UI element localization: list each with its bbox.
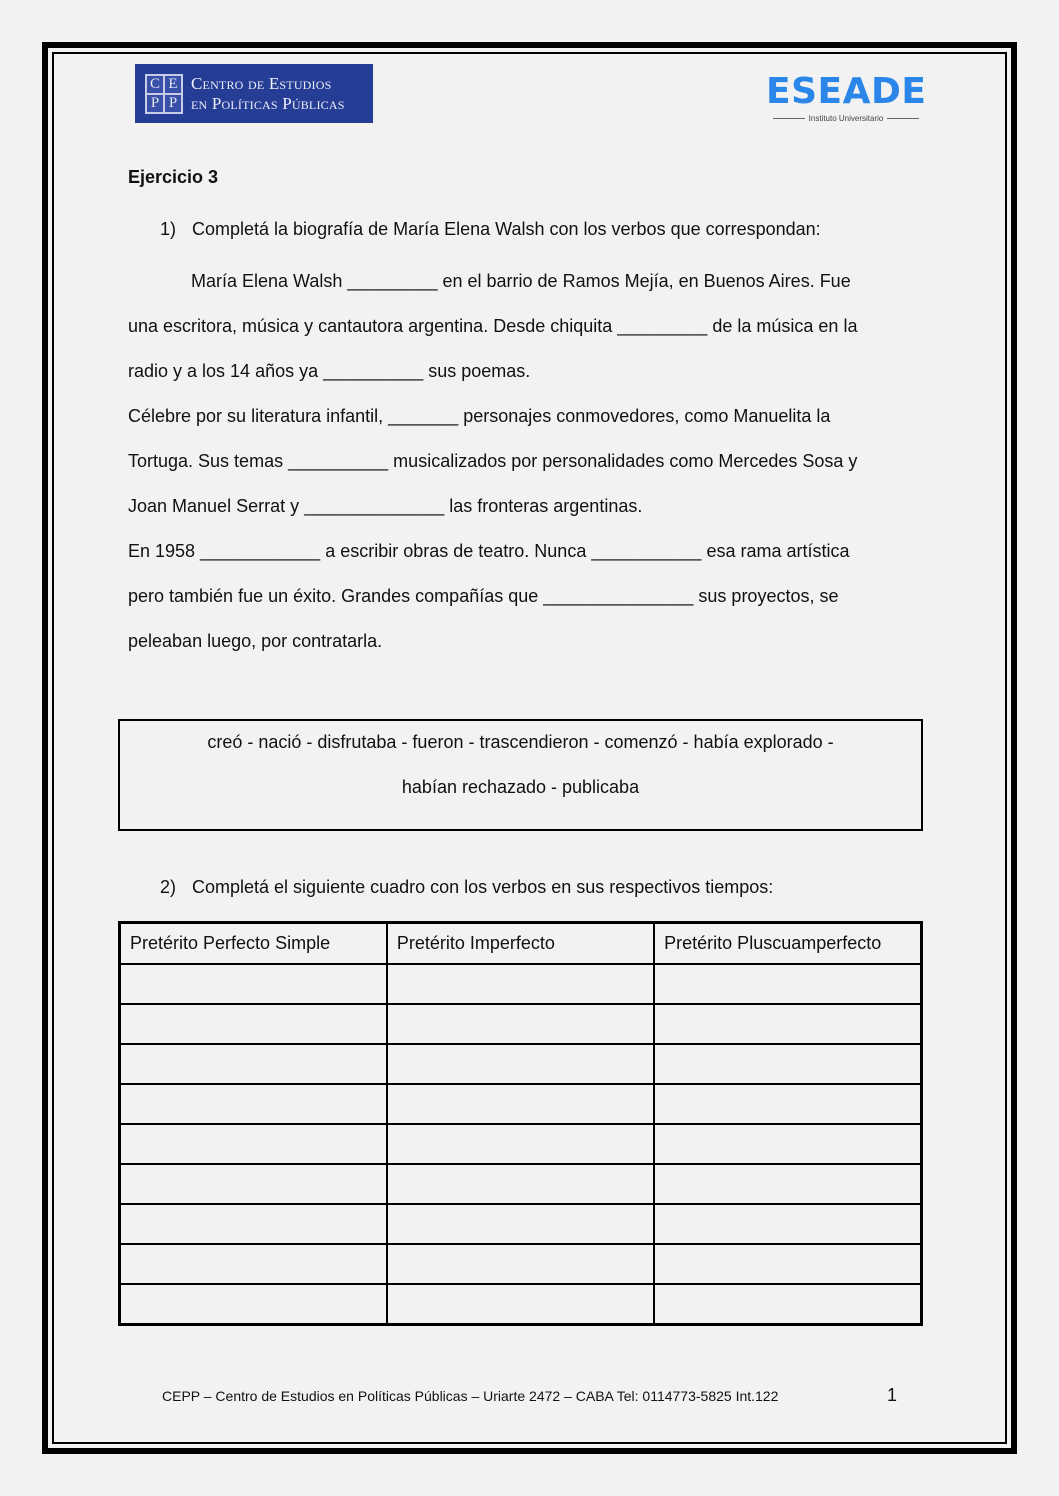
cepp-letter: C <box>146 75 164 94</box>
table-cell[interactable] <box>387 1244 654 1284</box>
paragraph-line: Tortuga. Sus temas __________ musicalizados por personalidades como Mercedes Sosa y <box>128 451 858 471</box>
cepp-letter: P <box>146 94 164 113</box>
cepp-logo-line1: Centro de Estudios <box>191 73 332 93</box>
paragraph-line: pero también fue un éxito. Grandes compañías que _______________ sus proyectos, se <box>128 586 839 606</box>
eseade-subtitle: Instituto Universitario <box>808 114 884 123</box>
table-cell[interactable] <box>120 1044 387 1084</box>
question-number: 2) <box>160 877 177 897</box>
cepp-letter: P <box>164 94 182 113</box>
column-header: Pretérito Pluscuamperfecto <box>654 923 921 965</box>
table-cell[interactable] <box>387 1044 654 1084</box>
table-cell[interactable] <box>654 1284 921 1325</box>
question-1 <box>160 219 821 240</box>
paragraph-line: Célebre por su literatura infantil, _______ personajes conmovedores, como Manuelita la <box>128 406 831 426</box>
cepp-letter: E <box>164 75 182 94</box>
table-cell[interactable] <box>654 1164 921 1204</box>
table-row <box>120 964 922 1004</box>
table-cell[interactable] <box>387 964 654 1004</box>
table-cell[interactable] <box>387 1164 654 1204</box>
verb-bank-line: creó - nació - disfrutaba - fueron - trascendieron - comenzó - había explorado - <box>207 732 834 752</box>
verb-bank-line: habían rechazado - publicaba <box>401 777 640 797</box>
table-cell[interactable] <box>120 1164 387 1204</box>
table-cell[interactable] <box>120 964 387 1004</box>
table-cell[interactable] <box>654 1124 921 1164</box>
question-2 <box>160 877 773 898</box>
verb-bank-box <box>118 719 923 831</box>
cepp-logo-text <box>191 74 345 114</box>
question-prompt: Completá el siguiente cuadro con los verbos en sus respectivos tiempos: <box>192 877 774 897</box>
paragraph-line: una escritora, música y cantautora argentina. Desde chiquita _________ de la música en la <box>128 316 858 336</box>
table-cell[interactable] <box>120 1124 387 1164</box>
paragraph-line: Joan Manuel Serrat y ______________ las fronteras argentinas. <box>128 496 643 516</box>
table-cell[interactable] <box>120 1244 387 1284</box>
cepp-logo-line2: en Políticas Públicas <box>191 93 345 113</box>
paragraph-line: En 1958 ____________ a escribir obras de teatro. Nunca ___________ esa rama artística <box>128 541 850 561</box>
table-cell[interactable] <box>654 1204 921 1244</box>
table-cell[interactable] <box>654 1084 921 1124</box>
table-cell[interactable] <box>120 1004 387 1044</box>
table-row <box>120 1244 922 1284</box>
table-cell[interactable] <box>387 1004 654 1044</box>
paragraph-line: María Elena Walsh _________ en el barrio de Ramos Mejía, en Buenos Aires. Fue <box>191 271 851 291</box>
table-row <box>120 1284 922 1325</box>
column-header: Pretérito Perfecto Simple <box>120 923 387 965</box>
question-prompt: Completá la biografía de María Elena Walsh con los verbos que correspondan: <box>192 219 821 239</box>
table-cell[interactable] <box>387 1204 654 1244</box>
table-row <box>120 1084 922 1124</box>
cepp-logo-mark <box>145 74 183 114</box>
verb-tenses-table <box>118 921 923 1326</box>
table-row <box>120 1124 922 1164</box>
table-cell[interactable] <box>120 1084 387 1124</box>
footer-text: CEPP – Centro de Estudios en Políticas Públicas – Uriarte 2472 – CABA Tel: 0114773-5825 Int.122 <box>162 1388 779 1404</box>
table-cell[interactable] <box>387 1284 654 1325</box>
table-row <box>120 1204 922 1244</box>
eseade-wordmark: ESEADE <box>766 71 927 112</box>
table-cell[interactable] <box>654 1244 921 1284</box>
table-header-row <box>120 923 922 965</box>
divider <box>773 118 805 119</box>
table-cell[interactable] <box>654 1044 921 1084</box>
table-row <box>120 1004 922 1044</box>
page-number: 1 <box>887 1385 898 1405</box>
paragraph-line: radio y a los 14 años ya __________ sus poemas. <box>128 361 531 381</box>
table-row <box>120 1044 922 1084</box>
table-cell[interactable] <box>120 1284 387 1325</box>
eseade-subtitle-row <box>766 114 926 123</box>
table-cell[interactable] <box>654 964 921 1004</box>
column-header: Pretérito Imperfecto <box>387 923 654 965</box>
table-row <box>120 1164 922 1204</box>
eseade-logo <box>766 71 927 126</box>
exercise-title: Ejercicio 3 <box>128 167 219 187</box>
question-number: 1) <box>160 219 177 239</box>
cepp-logo <box>135 64 373 123</box>
table-cell[interactable] <box>120 1204 387 1244</box>
table-cell[interactable] <box>387 1084 654 1124</box>
paragraph-line: peleaban luego, por contratarla. <box>128 631 383 651</box>
table-cell[interactable] <box>387 1124 654 1164</box>
divider <box>887 118 919 119</box>
table-cell[interactable] <box>654 1004 921 1044</box>
